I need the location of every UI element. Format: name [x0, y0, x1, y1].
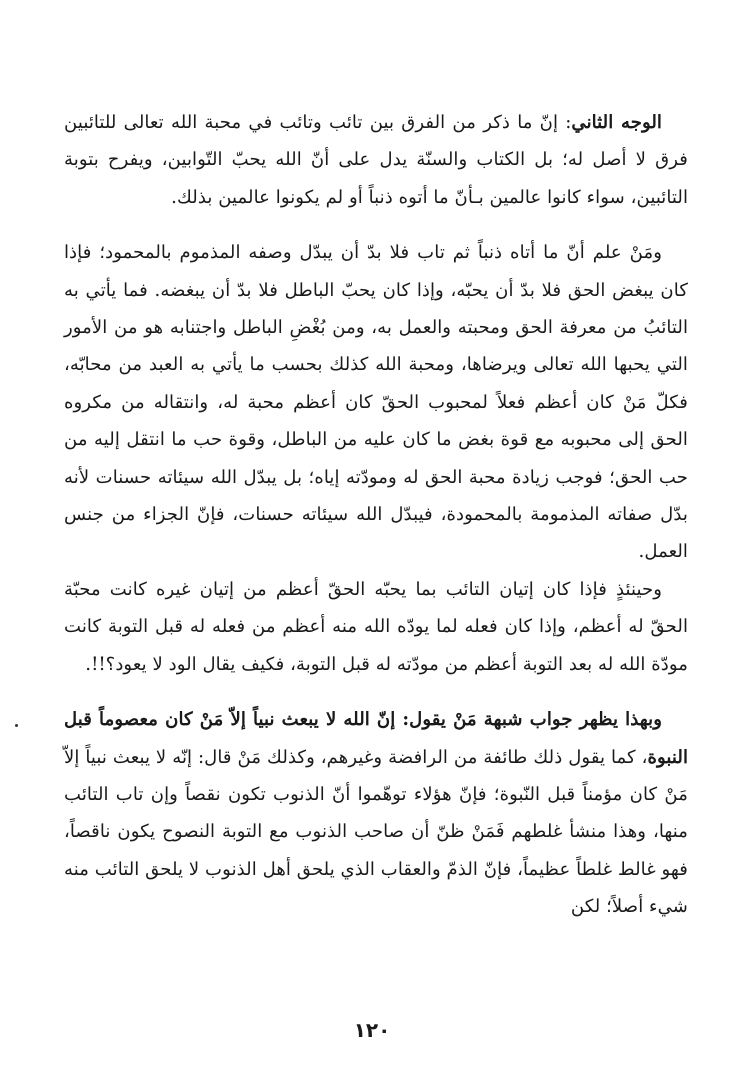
page-number: ١٢٠	[353, 1018, 391, 1042]
paragraph-2-text: ومَنْ علم أنّ ما أتاه ذنباً ثم تاب فلا بدّ أن يبدّل وصفه المذموم بالمحمود؛ فإذا كان يبغض الحق فلا بدّ أن يحبّه، وإذا كان يحبّ الباطل فلا بدّ أن يبغضه. فما يأتي به التائبُ من معرفة الحق ومحبته والعمل به، ومن بُغْضِ الباطل واجتنابه هو من الأمور التي يحبها الله تعالى ويرضاها، ومحبة الله كذلك بحسب ما يأتي به العبد من محابّه، فكلّ مَنْ كان أعظم فعلاً لمحبوب الحقّ كان أعظم محبة له، وانتقاله من مكروه الحق إلى محبوبه مع قوة بغض ما كان عليه من الباطل، وقوة حب ما انتقل إليه من حب الحق؛ فوجب زيادة محبة الحق له ومودّته إياه؛ بل يبدّل الله سيئاته حسنات لأنه بدّل صفاته المذمومة بالمحمودة، فيبدّل الله سيئاته حسنات، فإنّ الجزاء من جنس العمل.	[64, 242, 688, 563]
document-page	[64, 104, 688, 926]
paragraph-2	[64, 234, 688, 571]
margin-dot	[15, 724, 18, 727]
paragraph-1-lead: الوجه الثاني	[571, 112, 662, 133]
paragraph-4	[64, 701, 688, 925]
paragraph-3	[64, 571, 688, 683]
paragraph-4-text: ، كما يقول ذلك طائفة من الرافضة وغيرهم، وكذلك مَنْ قال: إنّه لا يبعث نبياً إلاّ مَنْ كان مؤمناً قبل النّبوة؛ فإنّ هؤلاء توهّموا أنّ الذنوب تكون نقصاً وإن تاب التائب منها، وهذا منشأ غلطهم فَمَنْ ظنّ أن صاحب الذنوب مع التوبة النصوح يكون ناقصاً، فهو غالط غلطاً عظيماً، فإنّ الذمّ والعقاب الذي يلحق أهل الذنوب لا يلحق التائب منه شيء أصلاً؛ لكن	[64, 746, 688, 918]
paragraph-3-text: وحينئذٍ فإذا كان إتيان التائب بما يحبّه الحقّ أعظم من إتيان غيره كانت محبّة الحقّ له أعظم، وإذا كان فعله لما يودّه الله منه أعظم من فعله له قبل التوبة كانت مودّة الله له بعد التوبة أعظم من مودّته له قبل التوبة، فكيف يقال الود لا يعود؟!!.	[64, 578, 688, 675]
paragraph-1	[64, 104, 688, 216]
paragraph-1-text: : إنّ ما ذكر من الفرق بين تائب وتائب في محبة الله تعالى للتائبين فرق لا أصل له؛ بل الكتاب والسنّة يدل على أنّ الله يحبّ التّوابين، ويفرح بتوبة التائبين، سواء كانوا عالمين بـأنّ ما أتوه ذنباً أو لم يكونوا عالمين بذلك.	[64, 112, 688, 208]
paragraph-4-lead: وبهذا يظهر جواب شبهة مَنْ يقول: إنّ الله لا يبعث نبياً إلاّ مَنْ كان معصوماً قبل النبوة	[64, 709, 688, 768]
